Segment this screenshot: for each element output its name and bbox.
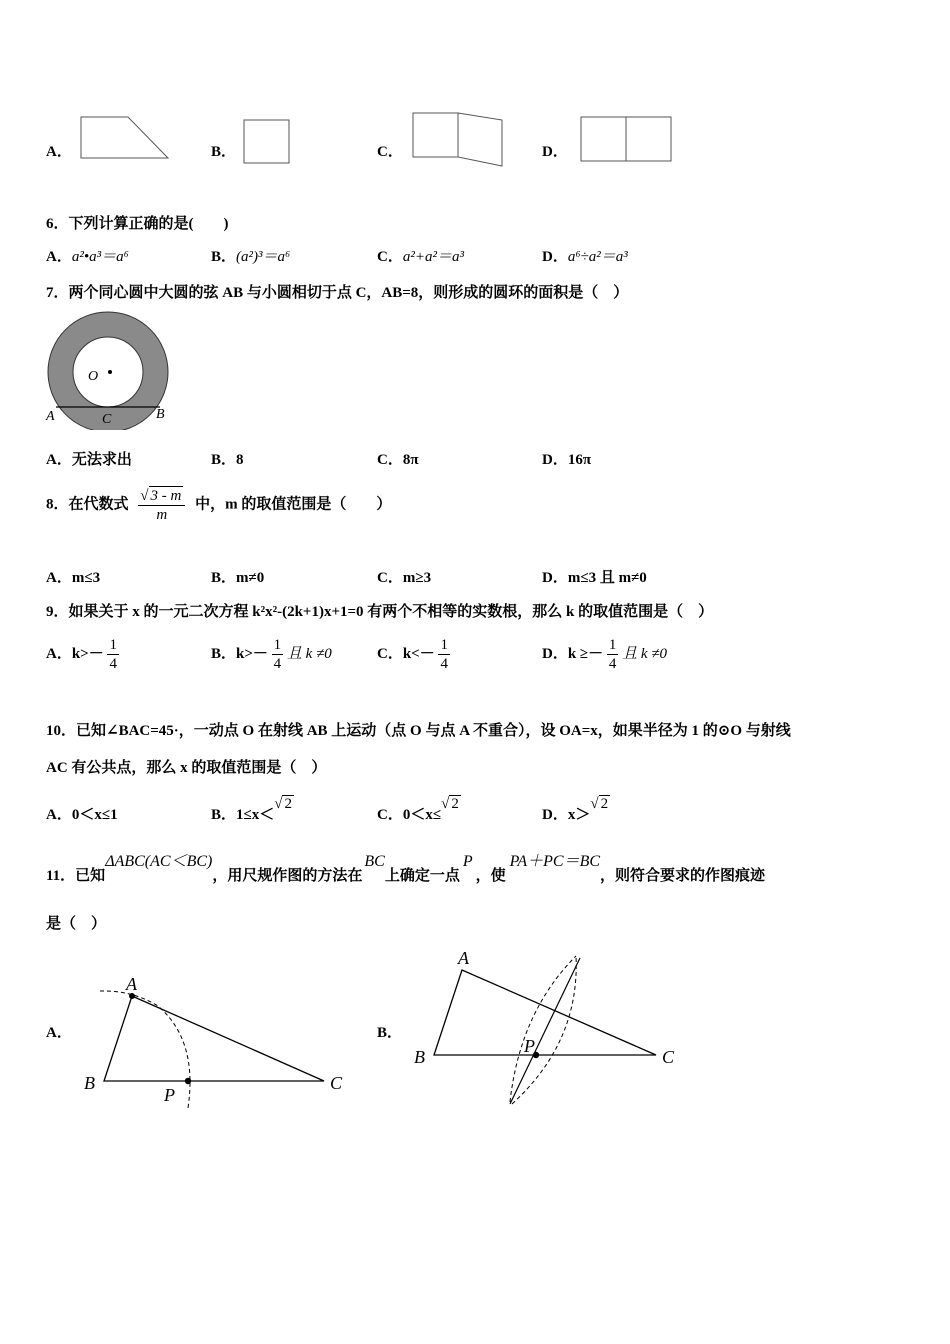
q10-option-c: C．0＜x≤√ 2 <box>377 796 459 823</box>
q6-option-c: C．a²+a²＝a³ <box>377 249 464 265</box>
q8-stem: 8．在代数式 $\frac{√ 3 - m}{m}$ 中，m 的取值范围是（ ） <box>46 488 392 523</box>
q6-option-b: B．(a²)³＝a⁶ <box>211 249 291 265</box>
q9-option-b: B．k>－ $\frac{1}{4}$ 且 k ≠0 <box>211 637 332 672</box>
q11-option-b-label: B． <box>377 1025 403 1041</box>
q9-stem: 9．如果关于 x 的一元二次方程 k²x²-(2k+1)x+1=0 有两个不相等的实数根，那么 k 的取值范围是（ ） <box>46 604 714 620</box>
q7-option-a: A．无法求出 <box>46 452 132 468</box>
q5-option-c-shape <box>410 110 508 170</box>
q10-option-b: B．1≤x＜√ 2 <box>211 796 292 823</box>
q6-option-d: D．a⁶÷a²＝a³ <box>542 249 628 265</box>
q7-stem: 7．两个同心圆中大圆的弦 AB 与小圆相切于点 C，AB=8，则形成的圆环的面积是（ ） <box>46 285 629 301</box>
q11-option-a-figure <box>78 968 358 1113</box>
q8-option-b: B．m≠0 <box>211 570 265 586</box>
q7-option-c: C．8π <box>377 452 419 468</box>
q8-option-a: A．m≤3 <box>46 570 101 586</box>
q11b-label-b: B <box>414 1047 425 1067</box>
q7-label-b: B <box>156 407 165 422</box>
q11b-label-p: P <box>524 1036 535 1056</box>
q7-label-o: O <box>88 369 99 384</box>
q6-stem: 6．下列计算正确的是( ) <box>46 216 229 232</box>
q11a-label-c: C <box>330 1073 343 1093</box>
q5-option-a-label: A． <box>46 144 72 160</box>
q11-option-a-label: A． <box>46 1025 72 1041</box>
q11a-label-p: P <box>164 1085 175 1105</box>
q11a-label-a: A <box>126 974 137 994</box>
q7-concentric-circles-figure <box>44 310 174 430</box>
q11-stem-line2: 是（ ） <box>46 916 107 932</box>
q11-stem-line1: 11．已知ΔABC(AC＜BC)，用尺规作图的方法在BC上确定一点P，使PA＋PC＝BC，则符合要求的作图痕迹 <box>46 853 766 884</box>
q11-option-b-figure <box>410 942 695 1112</box>
q7-option-d: D．16π <box>542 452 592 468</box>
q6-option-a: A．a²•a³＝a⁶ <box>46 249 129 265</box>
q10-stem-line2: AC 有公共点，那么 x 的取值范围是（ ） <box>46 760 327 776</box>
q9-option-a: A．k>－ $\frac{1}{4}$ <box>46 637 117 672</box>
q11b-label-a: A <box>458 948 469 968</box>
q5-option-a-shape <box>78 114 173 162</box>
q9-option-d: D．k ≥－ $\frac{1}{4}$ 且 k ≠0 <box>542 637 668 672</box>
q7-option-b: B．8 <box>211 452 244 468</box>
q8-option-d: D．m≤3 且 m≠0 <box>542 570 647 586</box>
q10-option-a: A．0＜x≤1 <box>46 807 118 823</box>
q11b-label-c: C <box>662 1047 675 1067</box>
q7-label-a: A <box>46 409 55 424</box>
q11a-label-b: B <box>84 1073 95 1093</box>
q10-stem-line1: 10．已知∠BAC=45·，一动点 O 在射线 AB 上运动（点 O 与点 A 不重合），设 OA=x，如果半径为 1 的⊙O 与射线 <box>46 723 791 739</box>
q9-option-c: C．k<－ $\frac{1}{4}$ <box>377 637 448 672</box>
q5-option-d-shape <box>579 115 675 165</box>
q8-option-c: C．m≥3 <box>377 570 432 586</box>
q5-option-c-label: C． <box>377 144 403 160</box>
q5-option-b-label: B． <box>211 144 237 160</box>
q7-label-c: C <box>102 412 112 427</box>
q5-option-d-label: D． <box>542 144 568 160</box>
q10-option-d: D．x＞√ 2 <box>542 796 609 823</box>
q5-option-b-shape <box>242 118 292 166</box>
